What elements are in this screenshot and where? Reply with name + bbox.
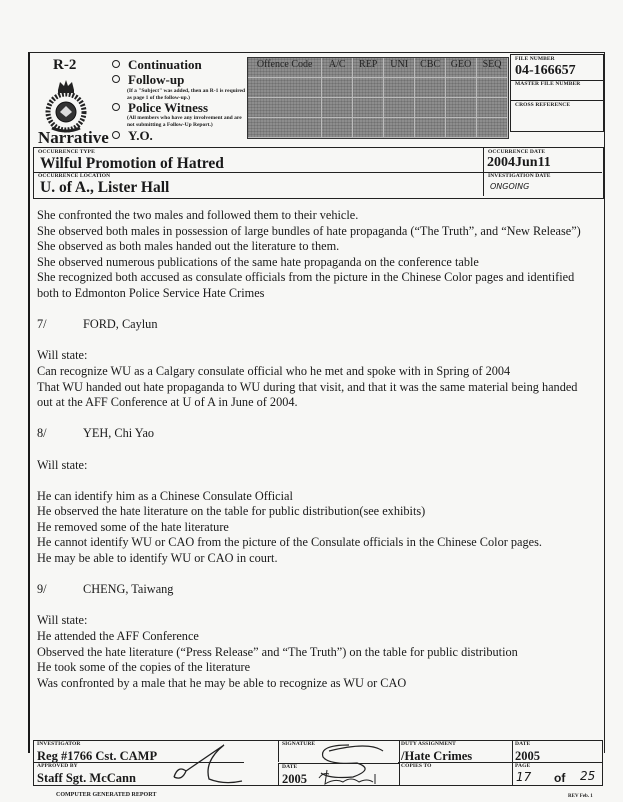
occurrence-date: 2004Jun11 bbox=[487, 155, 551, 170]
option-continuation[interactable]: Continuation bbox=[112, 58, 202, 72]
occurrence-block bbox=[33, 147, 604, 199]
occurrence-type-label: OCCURRENCE TYPE bbox=[38, 149, 95, 155]
statement-line: He took some of the copies of the literature bbox=[37, 660, 251, 675]
statement-line: He observed the hate literature on the table for public distribution(see exhibits) bbox=[37, 504, 426, 519]
report-footer bbox=[33, 740, 603, 786]
report-date-field bbox=[512, 741, 602, 763]
file-number-box bbox=[510, 54, 604, 132]
computer-generated-label: COMPUTER GENERATED REPORT bbox=[56, 792, 157, 798]
statement-line: He cannot identify WU or CAO from the picture of the Consulate officials in the Chinese Color pages. bbox=[37, 535, 542, 550]
occurrence-location-field bbox=[34, 172, 483, 196]
witness-number: 8/ bbox=[37, 426, 47, 441]
option-police-witness[interactable]: Police Witness bbox=[112, 101, 208, 115]
statement-line: out at the AFF Conference at U of A in June of 2004. bbox=[37, 395, 298, 410]
statement-line: He can identify him as a Chinese Consulate Official bbox=[37, 488, 293, 503]
code-header: UNI bbox=[384, 58, 415, 78]
occurrence-location: U. of A., Lister Hall bbox=[40, 179, 170, 196]
copies-to-label: COPIES TO bbox=[401, 763, 432, 769]
narrative-line: She confronted the two males and followed them to their vehicle. bbox=[37, 208, 359, 222]
statement-line: He removed some of the hate literature bbox=[37, 519, 229, 534]
police-witness-note: (All members who have any involvement and are not submitting a Follow-Up Report.) bbox=[127, 115, 242, 128]
witness-name: CHENG, Taiwang bbox=[83, 582, 174, 597]
will-state-label: Will state: bbox=[37, 457, 88, 472]
page-label: PAGE bbox=[515, 763, 531, 769]
follow-up-note: (If a "Subject" was added, then an R-1 is required as page 1 of the follow-up.) bbox=[127, 88, 246, 101]
master-file-label: MASTER FILE NUMBER bbox=[515, 81, 581, 87]
code-header: A/C bbox=[322, 58, 353, 78]
witness-heading bbox=[37, 582, 607, 598]
offence-code-table bbox=[247, 57, 509, 139]
file-number: 04-166657 bbox=[515, 63, 576, 78]
narrative-line: She recognized both accused as consulate officials from the picture in the Chinese Color pages and identified bbox=[37, 270, 575, 285]
code-cell bbox=[384, 78, 415, 98]
code-cell bbox=[353, 98, 384, 118]
approver-signature-icon bbox=[164, 741, 284, 785]
code-header: SEQ bbox=[477, 58, 508, 78]
radio-icon bbox=[112, 103, 120, 111]
report-date: 2005 bbox=[515, 749, 540, 763]
total-pages: 25 bbox=[580, 769, 596, 783]
copies-to-field bbox=[398, 763, 513, 785]
revision-label: REV Feb. 1 bbox=[568, 794, 593, 799]
code-cell bbox=[248, 118, 322, 138]
code-cell bbox=[415, 98, 446, 118]
radio-icon bbox=[112, 75, 120, 83]
witness-heading bbox=[37, 317, 607, 333]
page-field bbox=[512, 763, 602, 785]
signature-label: SIGNATURE bbox=[282, 741, 316, 747]
code-header: CBC bbox=[415, 58, 446, 78]
statement-line: He attended the AFF Conference bbox=[37, 629, 199, 644]
witness-number: 7/ bbox=[37, 317, 47, 332]
radio-icon bbox=[112, 131, 120, 139]
code-cell bbox=[322, 118, 353, 138]
statement-line: That WU handed out hate propaganda to WU during that visit, and that it was the same material being handed bbox=[37, 379, 578, 394]
form-code: R-2 bbox=[53, 57, 77, 73]
occurrence-type: Wilful Promotion of Hatred bbox=[40, 155, 224, 172]
statement-line: He may be able to identify WU or CAO in court. bbox=[37, 551, 278, 566]
of-label: of bbox=[554, 771, 566, 785]
code-cell bbox=[353, 78, 384, 98]
code-cell bbox=[477, 118, 508, 138]
investigator: Reg #1766 Cst. CAMP bbox=[37, 749, 158, 763]
cross-reference-label: CROSS REFERENCE bbox=[515, 102, 571, 108]
code-cell bbox=[477, 78, 508, 98]
code-cell bbox=[415, 118, 446, 138]
code-header: REP bbox=[353, 58, 384, 78]
statement-line: Observed the hate literature (“Press Release” and “The Truth”) on the table for public distribution bbox=[37, 644, 518, 659]
approval-date: 2005 bbox=[282, 772, 307, 786]
radio-icon bbox=[112, 60, 120, 68]
statement-line: Was confronted by a male that he may be able to recognize as WU or CAO bbox=[37, 675, 407, 690]
witness-heading bbox=[37, 426, 607, 442]
witness-number: 9/ bbox=[37, 582, 47, 597]
code-header: Offence Code bbox=[248, 58, 322, 78]
investigation-date-label: INVESTIGATION DATE bbox=[488, 173, 551, 179]
option-yo[interactable]: Y.O. bbox=[112, 129, 153, 143]
code-cell bbox=[446, 118, 477, 138]
narrative-line: She observed numerous publications of the same hate propaganda on the conference table bbox=[37, 254, 479, 269]
duty-assignment: /Hate Crimes bbox=[401, 749, 473, 763]
investigation-date-field bbox=[483, 172, 602, 196]
option-follow-up[interactable]: Follow-up bbox=[112, 73, 184, 87]
approval-date-field bbox=[278, 763, 400, 786]
witness-name: FORD, Caylun bbox=[83, 317, 158, 332]
will-state-label: Will state: bbox=[37, 613, 88, 628]
code-cell bbox=[322, 98, 353, 118]
code-header: GEO bbox=[446, 58, 477, 78]
signature-field[interactable] bbox=[278, 741, 400, 762]
code-cell bbox=[477, 98, 508, 118]
duty-assignment-label: DUTY ASSIGNMENT bbox=[401, 741, 456, 747]
occurrence-location-label: OCCURRENCE LOCATION bbox=[38, 173, 111, 179]
code-cell bbox=[248, 78, 322, 98]
statement-line: Can recognize WU as a Calgary consulate official who he met and spoke with in Spring of 2004 bbox=[37, 363, 511, 378]
investigation-date: ONGOING bbox=[490, 182, 530, 191]
code-cell bbox=[384, 118, 415, 138]
file-number-label: FILE NUMBER bbox=[515, 56, 555, 62]
code-cell bbox=[248, 98, 322, 118]
narrative-line: She observed both males in possession of large bundles of hate propaganda (“The Truth”, and “New Release”) bbox=[37, 223, 581, 238]
code-cell bbox=[415, 78, 446, 98]
police-crest-icon bbox=[44, 76, 88, 134]
code-cell bbox=[353, 118, 384, 138]
investigator-label: INVESTIGATOR bbox=[37, 741, 81, 747]
occurrence-date-field bbox=[483, 148, 602, 173]
narrative-body bbox=[37, 208, 607, 691]
code-cell bbox=[446, 78, 477, 98]
code-cell bbox=[384, 98, 415, 118]
code-cell bbox=[446, 98, 477, 118]
witness-name: YEH, Chi Yao bbox=[83, 426, 155, 441]
approved-by-label: APPROVED BY bbox=[37, 763, 78, 769]
approved-by: Staff Sgt. McCann bbox=[37, 771, 136, 785]
narrative-line: both to Edmonton Police Service Hate Crimes bbox=[37, 285, 265, 300]
code-cell bbox=[322, 78, 353, 98]
initials-signature-icon bbox=[315, 768, 385, 786]
occurrence-type-field bbox=[34, 148, 483, 173]
approval-date-label: DATE bbox=[282, 764, 298, 770]
narrative-line: She observed as both males handed out the literature to them. bbox=[37, 239, 340, 254]
occurrence-date-label: OCCURRENCE DATE bbox=[488, 149, 546, 155]
form-name: Narrative bbox=[38, 128, 109, 147]
report-date-label: DATE bbox=[515, 741, 531, 747]
duty-assignment-field bbox=[398, 741, 513, 763]
will-state-label: Will state: bbox=[37, 348, 88, 363]
page-number: 17 bbox=[516, 770, 532, 784]
